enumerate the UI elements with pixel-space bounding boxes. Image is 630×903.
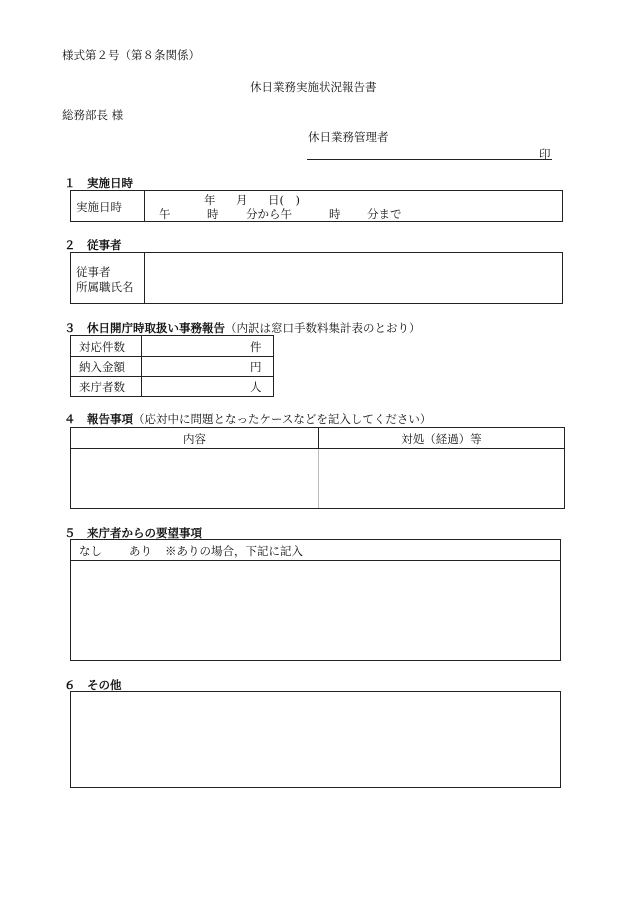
section5-instruction: ※ありの場合，下記に記入 [165, 544, 303, 558]
row-unit-visitors: 人 [250, 380, 262, 394]
section3-heading: ３ 休日開庁時取扱い事務報告 [64, 321, 225, 335]
col-header-response: 対処（経過）等 [401, 432, 482, 446]
option-none: なし [79, 544, 102, 558]
section2-table [70, 252, 563, 304]
row-label-cases: 対応件数 [79, 340, 125, 354]
section6-box [70, 691, 561, 788]
datetime-label: 実施日時 [76, 200, 122, 214]
staff-label-line1: 従事者 [76, 265, 111, 279]
seal-mark: 印 [539, 147, 551, 161]
col-header-content: 内容 [183, 432, 206, 446]
row-unit-amount: 円 [250, 360, 262, 374]
staff-label-line2: 所属職氏名 [76, 280, 134, 294]
addressee: 総務部長 様 [62, 108, 124, 122]
section1-table [70, 190, 563, 222]
row-unit-cases: 件 [250, 340, 262, 354]
section4-table [70, 427, 565, 509]
time-hour-end: 時 [329, 207, 341, 221]
signature-line [307, 159, 552, 160]
time-minute-from: 分から午 [246, 207, 292, 221]
manager-label: 休日業務管理者 [308, 130, 389, 144]
form-number: 様式第２号（第８条関係） [62, 48, 200, 62]
document-title: 休日業務実施状況報告書 [250, 80, 377, 94]
time-ampm-start: 午 [159, 207, 171, 221]
section3-table [70, 335, 274, 397]
row-label-amount: 納入金額 [79, 360, 125, 374]
date-month-label: 月 [236, 193, 248, 207]
date-day-label: 日( ) [268, 193, 300, 207]
section2-heading: ２ 従事者 [64, 238, 122, 252]
time-hour-start: 時 [207, 207, 219, 221]
row-label-visitors: 来庁者数 [79, 380, 125, 394]
section4-note: （応対中に問題となったケースなどを記入してください） [133, 412, 432, 426]
section4-heading: ４ 報告事項 [64, 412, 133, 426]
option-yes: あり [129, 544, 152, 558]
section5-table [70, 539, 561, 661]
date-year-label: 年 [204, 193, 216, 207]
section3-note: （内訳は窓口手数料集計表のとおり） [225, 321, 421, 335]
section6-heading: ６ その他 [64, 678, 122, 692]
time-minute-until: 分まで [367, 207, 402, 221]
section4-heading-row [64, 411, 431, 427]
section1-heading: １ 実施日時 [64, 176, 133, 190]
section5-heading: ５ 来庁者からの要望事項 [64, 526, 202, 540]
section3-heading-row [64, 320, 421, 336]
